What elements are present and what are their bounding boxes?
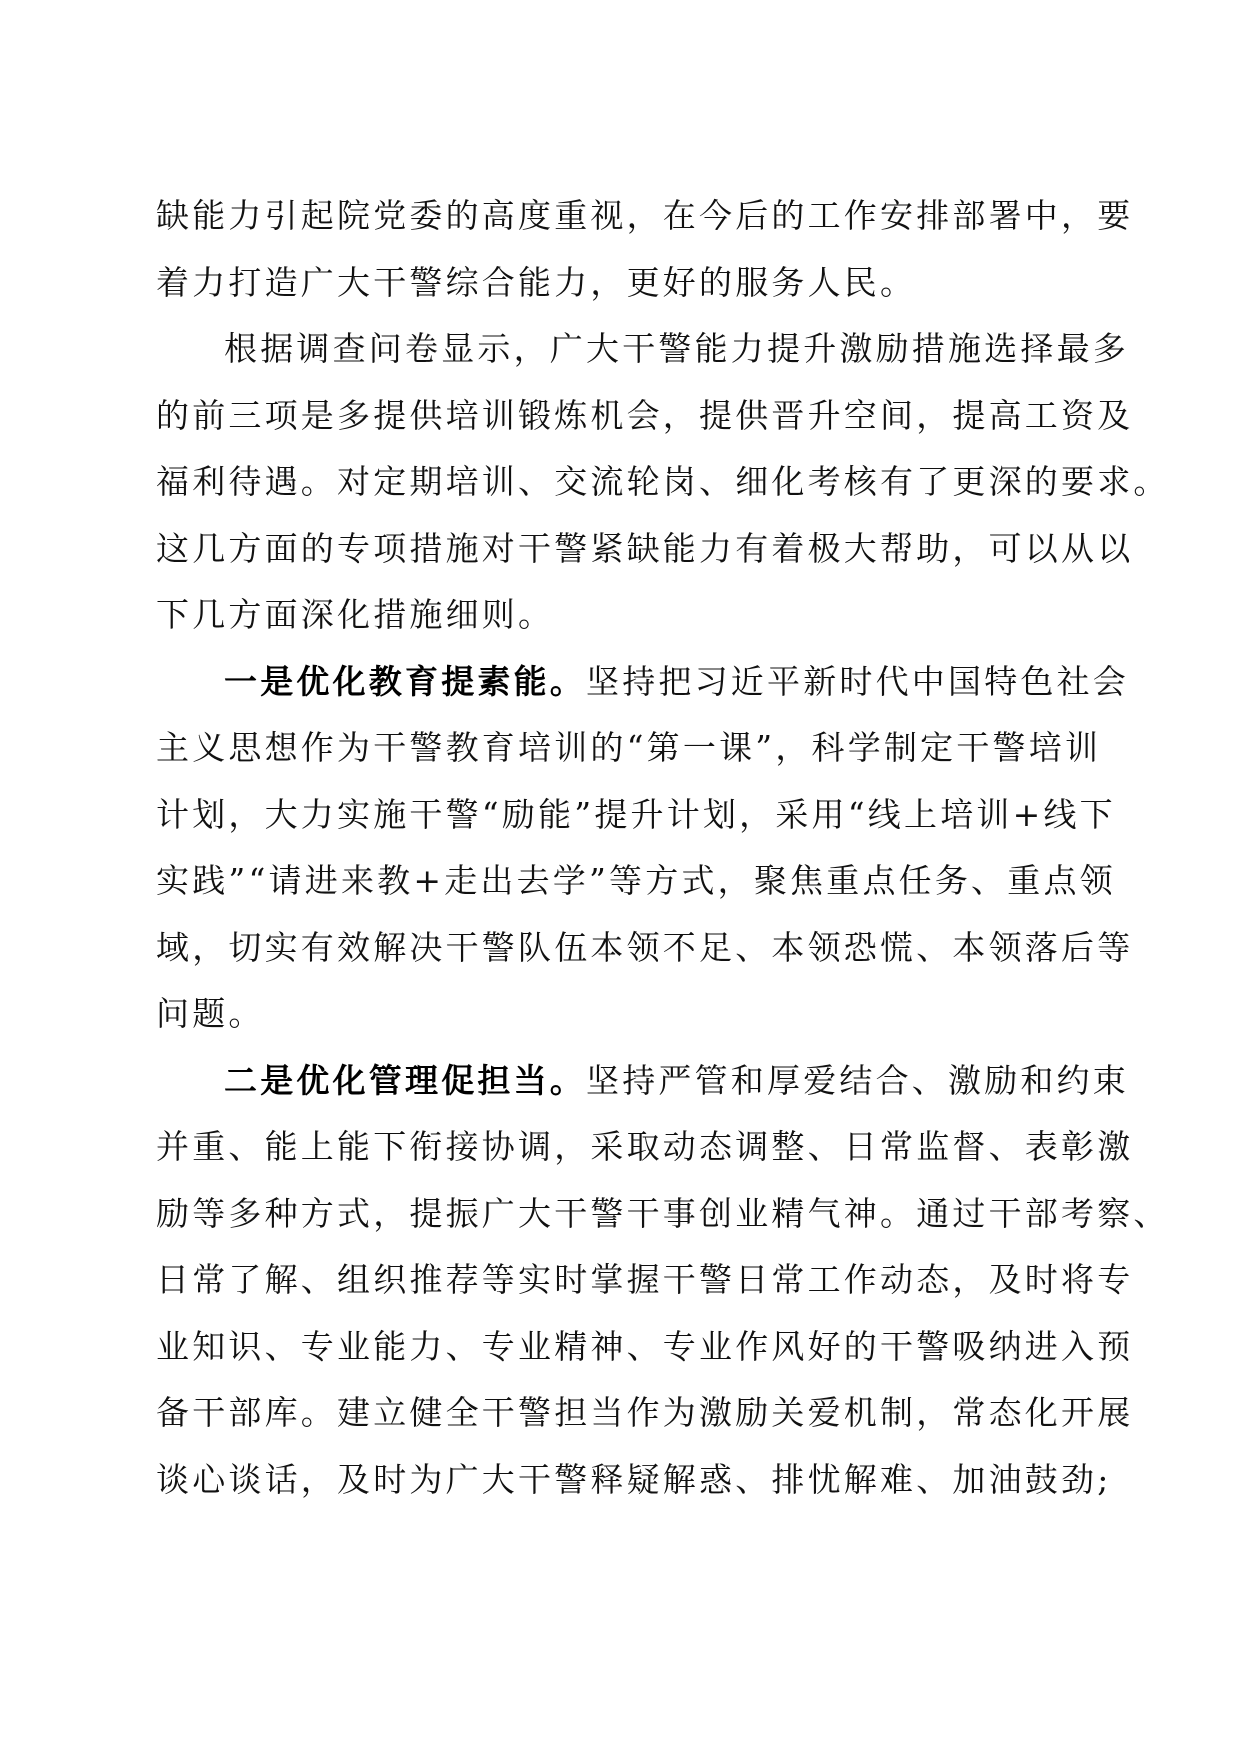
text-line: 日常了解、组织推荐等实时掌握干警日常工作动态，及时将专 [156, 1260, 1134, 1299]
text-line: 福利待遇。对定期培训、交流轮岗、细化考核有了更深的要求。 [156, 462, 1170, 501]
paragraph-4 [156, 1048, 1170, 1514]
text-line: 并重、能上能下衔接协调，采取动态调整、日常监督、表彰激 [156, 1127, 1134, 1166]
paragraph-1 [156, 183, 1134, 316]
text-segment: 坚持把习近平新时代中国特色社会 [586, 661, 1129, 701]
text-line: 问题。 [156, 994, 265, 1033]
text-line: 业知识、专业能力、专业精神、专业作风好的干警吸纳进入预 [156, 1326, 1134, 1366]
text-line: 备干部库。建立健全干警担当作为激励关爱机制，常态化开展 [156, 1393, 1134, 1432]
text-line: 主义思想作为干警教育培训的“第一课”，科学制定干警培训 [156, 728, 1102, 767]
text-line: 缺能力引起院党委的高度重视，在今后的工作安排部署中，要 [156, 196, 1134, 235]
text-line: 励等多种方式，提振广大干警干事创业精气神。通过干部考察、 [156, 1193, 1170, 1233]
text-line: 实践”“请进来教+走出去学”等方式，聚焦重点任务、重点领 [156, 861, 1116, 900]
text-line: 计划，大力实施干警“励能”提升计划，采用“线上培训+线下 [156, 794, 1116, 834]
text-line [156, 649, 1129, 716]
text-line: 根据调查问卷显示，广大干警能力提升激励措施选择最多 [224, 329, 1129, 368]
paragraph-lead-heading: 二是优化管理促担当。 [224, 1060, 586, 1100]
text-line: 域，切实有效解决干警队伍本领不足、本领恐慌、本领落后等 [156, 927, 1134, 967]
document-body [156, 183, 1170, 1513]
text-segment: 坚持严管和厚爱结合、激励和约束 [586, 1060, 1129, 1100]
text-line: 这几方面的专项措施对干警紧缺能力有着极大帮助，可以从以 [156, 528, 1134, 568]
paragraph-lead-heading: 一是优化教育提素能。 [224, 661, 586, 701]
text-line: 下几方面深化措施细则。 [156, 595, 555, 634]
paragraph-3 [156, 649, 1134, 1048]
text-line: 谈心谈话，及时为广大干警释疑解惑、排忧解难、加油鼓劲; [156, 1459, 1112, 1499]
text-line: 着力打造广大干警综合能力，更好的服务人民。 [156, 262, 917, 302]
text-line [156, 1048, 1129, 1115]
paragraph-2 [156, 316, 1170, 649]
text-line: 的前三项是多提供培训锻炼机会，提供晋升空间，提高工资及 [156, 395, 1134, 435]
